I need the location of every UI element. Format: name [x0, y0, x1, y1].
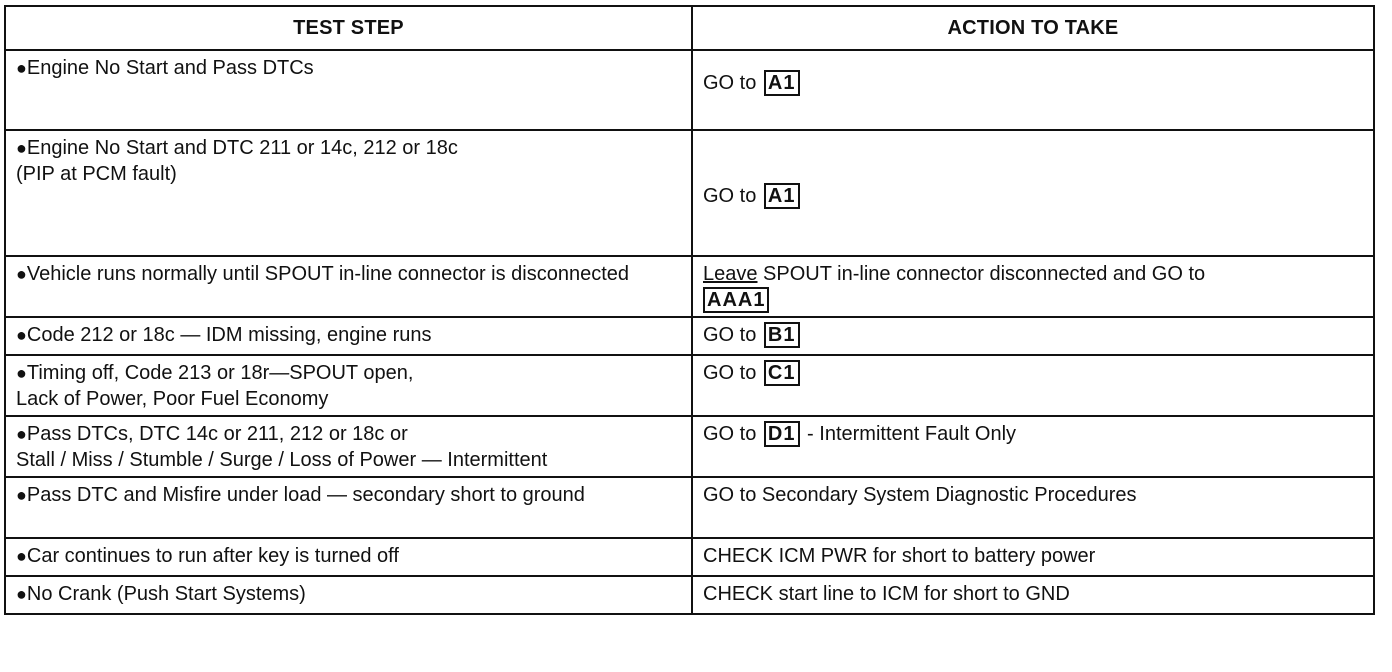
action-text: GO to — [703, 185, 757, 207]
header-action: ACTION TO TAKE — [692, 6, 1374, 50]
action-text: GO to — [703, 72, 757, 94]
action-text: GO to — [703, 362, 757, 384]
test-step-text: Code 212 or 18c — IDM missing, engine runs — [26, 324, 432, 346]
table-row — [5, 576, 1374, 614]
table-row — [5, 256, 1374, 317]
test-step-text: Timing off, Code 213 or 18r—SPOUT open, — [26, 362, 414, 384]
bullet-icon: ● — [16, 546, 27, 566]
action-text: Leave — [703, 263, 758, 285]
bullet-icon: ● — [16, 264, 27, 284]
test-step-text: (PIP at PCM fault) — [16, 163, 177, 185]
table-row — [5, 538, 1374, 576]
test-step-cell — [5, 50, 692, 130]
reference-link[interactable]: A1 — [764, 70, 800, 96]
action-text: SPOUT in-line connector disconnected and GO to — [757, 263, 1206, 285]
reference-link[interactable]: AAA1 — [703, 287, 769, 313]
reference-link[interactable]: B1 — [764, 322, 800, 348]
table-row — [5, 130, 1374, 256]
bullet-icon: ● — [16, 485, 27, 505]
reference-link[interactable]: C1 — [764, 360, 800, 386]
test-step-text: Pass DTCs, DTC 14c or 211, 212 or 18c or — [26, 423, 408, 445]
diagnostic-table — [4, 5, 1375, 615]
action-text: GO to — [703, 324, 757, 346]
test-step-text: Car continues to run after key is turned off — [26, 545, 399, 567]
action-cell — [692, 576, 1374, 614]
bullet-icon: ● — [16, 424, 27, 444]
action-cell — [692, 317, 1374, 355]
test-step-text: Lack of Power, Poor Fuel Economy — [16, 388, 329, 410]
test-step-text: Engine No Start and Pass DTCs — [26, 57, 314, 79]
action-cell — [692, 477, 1374, 538]
action-text: - Intermittent Fault Only — [801, 423, 1017, 445]
test-step-cell — [5, 355, 692, 416]
reference-link[interactable]: D1 — [764, 421, 800, 447]
test-step-text: No Crank (Push Start Systems) — [26, 583, 306, 605]
test-step-text: Engine No Start and DTC 211 or 14c, 212 or 18c — [26, 137, 458, 159]
test-step-text: Pass DTC and Misfire under load — secondary short to ground — [26, 484, 585, 506]
test-step-cell — [5, 416, 692, 477]
action-cell — [692, 256, 1374, 317]
header-test-step: TEST STEP — [5, 6, 692, 50]
bullet-icon: ● — [16, 584, 27, 604]
table-row — [5, 50, 1374, 130]
test-step-cell — [5, 477, 692, 538]
test-step-cell — [5, 538, 692, 576]
bullet-icon: ● — [16, 363, 27, 383]
table-row — [5, 477, 1374, 538]
action-text: CHECK start line to ICM for short to GND — [703, 583, 1070, 605]
test-step-text: Stall / Miss / Stumble / Surge / Loss of Power — Intermittent — [16, 449, 548, 471]
action-text: CHECK ICM PWR for short to battery power — [703, 545, 1096, 567]
action-cell — [692, 538, 1374, 576]
header-row — [5, 6, 1374, 50]
test-step-cell — [5, 130, 692, 256]
action-cell — [692, 50, 1374, 130]
action-text: GO to Secondary System Diagnostic Procedures — [703, 484, 1137, 506]
action-text: GO to — [703, 423, 757, 445]
table-row — [5, 416, 1374, 477]
action-cell — [692, 416, 1374, 477]
bullet-icon: ● — [16, 325, 27, 345]
test-step-cell — [5, 576, 692, 614]
bullet-icon: ● — [16, 138, 27, 158]
table-row — [5, 317, 1374, 355]
bullet-icon: ● — [16, 58, 27, 78]
reference-link[interactable]: A1 — [764, 183, 800, 209]
test-step-text: Vehicle runs normally until SPOUT in-line connector is disconnected — [26, 263, 630, 285]
action-cell — [692, 355, 1374, 416]
test-step-cell — [5, 317, 692, 355]
test-step-cell — [5, 256, 692, 317]
action-cell — [692, 130, 1374, 256]
table-row — [5, 355, 1374, 416]
